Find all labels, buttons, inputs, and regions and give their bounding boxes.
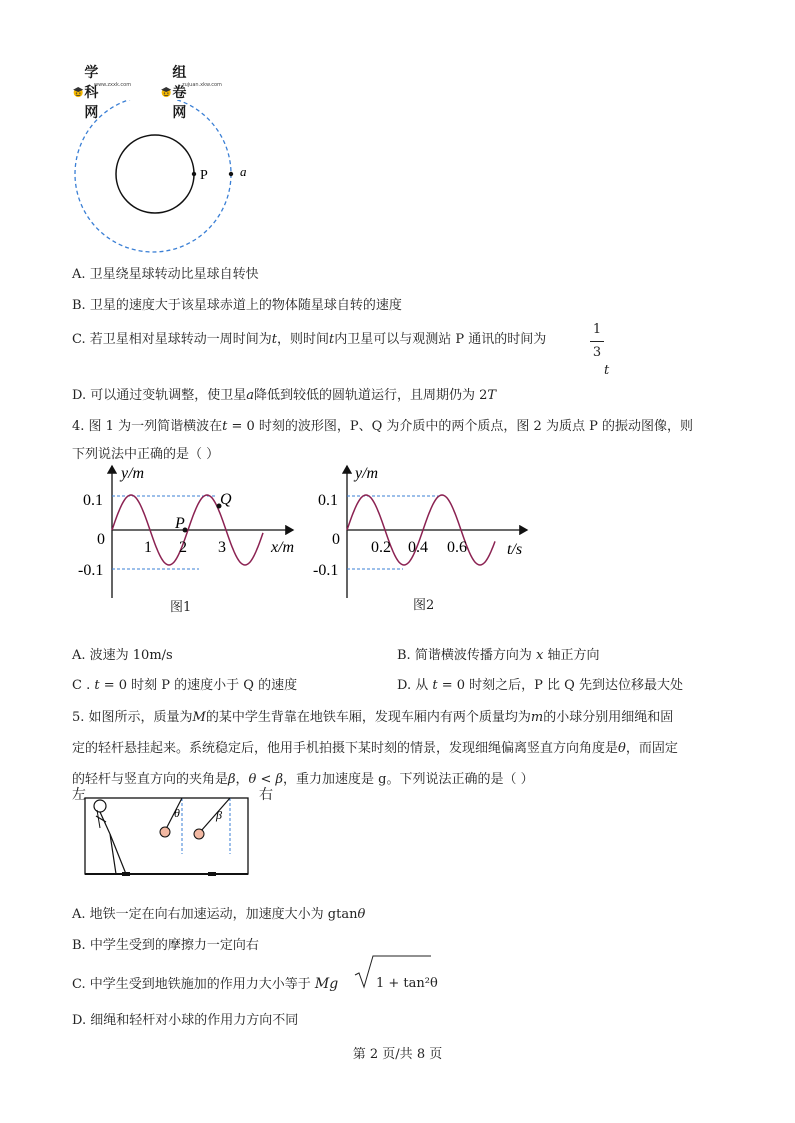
q5-text-7: ， — [235, 772, 249, 787]
q4-b-text-2: 轴正方向 — [547, 648, 600, 663]
q4-stem-text-1: 4. 图 1 为一列简谐横波在 — [72, 419, 223, 434]
right-label: 右 — [259, 787, 273, 803]
fig1-y-title: y/m — [121, 465, 145, 482]
satellite-a-dot — [229, 172, 233, 176]
q4-b-x: x — [535, 648, 544, 663]
fig2-tick-1: 0.2 — [371, 539, 391, 556]
q4-c-t: t — [94, 678, 100, 693]
q5-m: m — [530, 710, 544, 725]
page-footer: 第 2 页/共 8 页 — [352, 1047, 443, 1062]
subway-figure — [70, 784, 280, 884]
station-p-label: P — [200, 168, 208, 183]
q4-d-text-2: = 0 时刻之后，P 比 Q 先到达位移最大处 — [437, 678, 683, 693]
q5-text-3: 的小球分别用细绳和固 — [543, 710, 674, 725]
student-back — [97, 810, 100, 828]
fig1-origin-label: 0 — [97, 531, 105, 548]
left-label: 左 — [72, 787, 86, 803]
fig1-tick-2: 2 — [179, 539, 187, 556]
fraction-bar — [590, 341, 604, 342]
station-p-dot — [192, 172, 196, 176]
ball-on-rod — [194, 829, 204, 839]
q4-stem-line2: 下列说法中正确的是（ ） — [72, 447, 220, 462]
q5-option-b: B. 中学生受到的摩擦力一定向右 — [72, 938, 259, 953]
q4-d-t: t — [432, 678, 438, 693]
fig2-y-max-label: 0.1 — [318, 492, 338, 509]
fig1-caption: 图1 — [170, 600, 192, 615]
q4-stem-line1 — [72, 418, 693, 436]
logo1-text: 学科网 — [84, 65, 99, 121]
satellite-a-label: a — [240, 164, 247, 179]
wave-figure-2 — [305, 458, 545, 618]
q3-d-text-1: D. 可以通过变轨调整，使卫星 — [72, 388, 247, 403]
logo1-sub: www.zxxk.com — [94, 82, 132, 88]
q4-d-text-1: D. 从 — [397, 678, 429, 693]
fig1-y-min-label: -0.1 — [78, 562, 104, 579]
theta-label: θ — [174, 806, 180, 820]
fig2-origin-label: 0 — [332, 531, 340, 548]
q5-option-a — [72, 906, 365, 924]
planet — [116, 135, 194, 213]
q4-stem-text-2: = 0 时刻的波形图，P、Q 为介质中的两个质点，图 2 为质点 P 的振动图像，则 — [227, 419, 693, 434]
q5-text-5: ，而固定 — [625, 741, 678, 756]
q3-c-fraction — [590, 321, 604, 362]
q3-d-a: a — [246, 388, 254, 403]
q5-compare: θ < β — [248, 772, 284, 787]
q3-c-fraction-t: t — [604, 363, 610, 378]
orbit-figure — [60, 100, 280, 260]
q5-a-text: A. 地铁一定在向右加速运动，加速度大小为 gtan — [72, 907, 358, 922]
q3-d-text-2: 降低到较低的圆轨道运行，且周期仍为 2 — [254, 388, 488, 403]
q5-c-radicand: 1 + tan²θ — [376, 976, 438, 991]
student-head — [94, 800, 106, 812]
fig1-q-label: Q — [220, 491, 232, 508]
q5-option-c — [72, 975, 338, 994]
q5-text-6: 的轻杆与竖直方向的夹角是 — [72, 772, 229, 787]
ball-on-rope — [160, 827, 170, 837]
logo2-sub: zujuan.xkw.com — [182, 82, 222, 88]
q5-stem-line2 — [72, 740, 678, 758]
q5-a-theta: θ — [357, 907, 366, 922]
q3-c-text-3: 内卫星可以与观测站 P 通讯的时间为 — [334, 332, 547, 347]
q4-option-a: A. 波速为 10m/s — [72, 648, 173, 663]
xuekewang-logo-icon — [72, 82, 84, 102]
fig1-y-max-label: 0.1 — [83, 492, 103, 509]
zujuanwang-logo-icon — [160, 82, 172, 102]
logo2-text: 组卷网 — [172, 65, 187, 121]
q3-c-text-2: ，则时间 — [276, 332, 329, 347]
wheel-right — [208, 872, 216, 876]
q5-text-4: 定的轻杆悬挂起来。系统稳定后，他用手机拍摄下某时刻的情景，发现细绳偏离竖直方向角度是 — [72, 741, 619, 756]
fig2-tick-3: 0.6 — [447, 539, 467, 556]
q4-stem-t: t — [222, 419, 228, 434]
q3-d-T: T — [487, 388, 497, 403]
fig1-tick-3: 3 — [218, 539, 226, 556]
beta-label: β — [216, 808, 222, 822]
q5-c-text: C. 中学生受到地铁施加的作用力大小等于 — [72, 977, 311, 992]
student-arm — [96, 816, 106, 822]
q5-option-d: D. 细绳和轻杆对小球的作用力方向不同 — [72, 1013, 299, 1028]
q5-stem-line1 — [72, 709, 673, 727]
fig2-tick-2: 0.4 — [408, 539, 428, 556]
q3-c-t2: t — [329, 332, 335, 347]
q4-b-text-1: B. 简谐横波传播方向为 — [397, 648, 532, 663]
fig1-x-title: x/m — [271, 539, 295, 556]
fraction-denominator: 3 — [592, 345, 602, 360]
q3-option-d — [72, 387, 496, 405]
q5-beta: β — [228, 772, 236, 787]
q5-text-1: 5. 如图所示，质量为 — [72, 710, 193, 725]
q4-option-d — [397, 677, 683, 695]
q3-c-text-1: C. 若卫星相对星球转动一周时间为 — [72, 332, 272, 347]
q5-M: M — [192, 710, 206, 725]
student-body — [100, 812, 110, 834]
q3-option-c — [72, 331, 546, 349]
fig1-tick-1: 1 — [144, 539, 152, 556]
q4-option-b — [397, 647, 599, 665]
q5-c-Mg: Mg — [314, 976, 339, 992]
q5-text-8: ，重力加速度是 g。下列说法正确的是（ ） — [283, 772, 534, 787]
q5-theta: θ — [618, 741, 626, 756]
fig2-y-min-label: -0.1 — [313, 562, 339, 579]
fig2-x-title: t/s — [507, 541, 523, 558]
q3-option-a: A. 卫星绕星球转动比星球自转快 — [72, 267, 259, 282]
fig1-p-label: P — [175, 515, 185, 532]
fraction-numerator: 1 — [592, 322, 602, 337]
q5-text-2: 的某中学生背靠在地铁车厢，发现车厢内有两个质量均为 — [205, 710, 531, 725]
q4-c-text-1: C . — [72, 678, 91, 693]
q4-option-c — [72, 677, 297, 695]
fig2-caption: 图2 — [413, 598, 435, 613]
q3-c-t1: t — [271, 332, 277, 347]
wave-figure-1 — [75, 458, 315, 618]
q4-c-text-2: = 0 时刻 P 的速度小于 Q 的速度 — [99, 678, 298, 693]
fig2-y-title: y/m — [355, 465, 379, 482]
q3-option-b: B. 卫星的速度大于该星球赤道上的物体随星球自转的速度 — [72, 298, 402, 313]
